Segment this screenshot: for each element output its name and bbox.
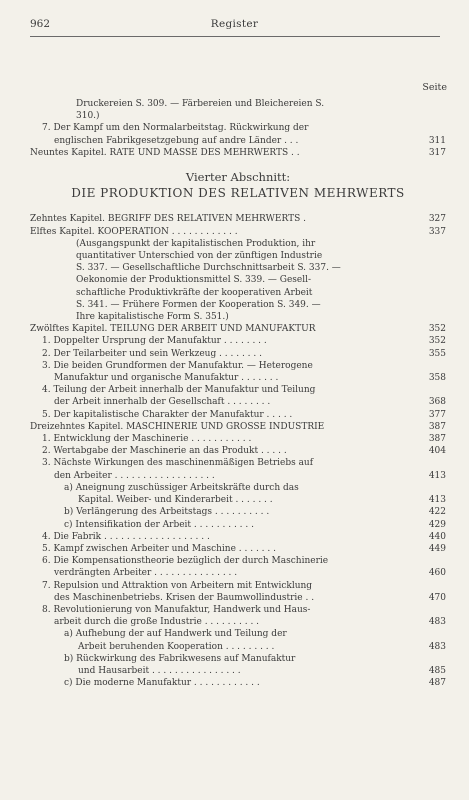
toc-entry-line: Kapital. Weiber- und Kinderarbeit . . . . . . . bbox=[78, 495, 273, 506]
toc-entry bbox=[30, 348, 446, 360]
toc-entry-line: 6. Die Kompensationstheorie bezüglich der durch Maschinerie bbox=[42, 556, 329, 567]
toc-entry bbox=[30, 433, 446, 445]
toc-entry-line: b) Rückwirkung des Fabrikwesens auf Manufaktur bbox=[64, 653, 296, 664]
toc-entry-line: c) Intensifikation der Arbeit . . . . . . . . . . . bbox=[64, 519, 254, 530]
toc-entry-line: 2. Der Teilarbeiter und sein Werkzeug . . . . . . . . bbox=[42, 348, 262, 359]
toc-entry bbox=[30, 445, 446, 457]
toc-page-number: 368 bbox=[428, 397, 446, 408]
toc-entry bbox=[30, 604, 446, 628]
toc-entry bbox=[30, 543, 446, 555]
toc-page-number: 483 bbox=[428, 617, 446, 628]
toc-entry bbox=[30, 653, 446, 677]
toc-entry bbox=[30, 457, 446, 481]
toc-entry-line: 4. Teilung der Arbeit innerhalb der Manufaktur und Teilung bbox=[42, 385, 316, 396]
toc-page-number: 413 bbox=[428, 470, 446, 481]
toc-entry-line: 3. Die beiden Grundformen der Manufaktur. — Heterogene bbox=[42, 360, 313, 371]
toc-entry-line: des Maschinenbetriebs. Krisen der Baumwollindustrie . . bbox=[54, 592, 315, 603]
toc-entry bbox=[30, 122, 446, 146]
toc-entry bbox=[30, 238, 446, 323]
toc-entry bbox=[30, 147, 446, 159]
seite-label: Seite bbox=[422, 82, 447, 93]
toc-page-number: 485 bbox=[428, 665, 446, 676]
toc-entry-line: den Arbeiter . . . . . . . . . . . . . . . . . . bbox=[54, 470, 215, 481]
toc-entry-line: 7. Der Kampf um den Normalarbeitstag. Rückwirkung der bbox=[42, 123, 309, 134]
toc-page-number: 429 bbox=[428, 519, 446, 530]
toc-page-number: 352 bbox=[428, 336, 446, 347]
toc-page-number: 317 bbox=[428, 147, 446, 158]
toc-entry-line: Zehntes Kapitel. BEGRIFF DES RELATIVEN MEHRWERTS . bbox=[30, 214, 306, 225]
toc-entry-line: der Arbeit innerhalb der Gesellschaft . . . . . . . . bbox=[54, 397, 271, 408]
toc-entry bbox=[30, 323, 446, 335]
toc-entry-line: schaftliche Produktivkräfte der kooperativen Arbeit bbox=[76, 287, 313, 298]
toc-entry-line: 2. Wertabgabe der Maschinerie an das Produkt . . . . . bbox=[42, 446, 287, 457]
toc-entry-line: 310.) bbox=[76, 111, 100, 122]
toc-page-number: 352 bbox=[428, 324, 446, 335]
section-heading: Vierter Abschnitt: bbox=[185, 170, 291, 185]
toc-page-number: 470 bbox=[428, 592, 446, 603]
toc-entry-line: 5. Kampf zwischen Arbeiter und Maschine . . . . . . . bbox=[42, 543, 276, 554]
toc-page-number: 327 bbox=[428, 214, 446, 225]
toc-entry-line: 3. Nächste Wirkungen des maschinenmäßigen Betriebs auf bbox=[42, 458, 314, 469]
toc-entry-line: quantitativer Unterschied von der zünftigen Industrie bbox=[76, 251, 323, 262]
toc-page-number: 387 bbox=[428, 421, 446, 432]
toc-page-number: 377 bbox=[428, 409, 446, 420]
toc-entry bbox=[30, 482, 446, 506]
toc-entry bbox=[30, 335, 446, 347]
toc-entry-line: b) Verlängerung des Arbeitstags . . . . . . . . . . bbox=[64, 507, 270, 518]
toc-entry bbox=[30, 421, 446, 433]
toc-page-number: 460 bbox=[428, 568, 446, 579]
toc-entry bbox=[30, 580, 446, 604]
toc-entry-line: (Ausgangspunkt der kapitalistischen Produktion, ihr bbox=[76, 238, 316, 249]
toc-entry-line: Zwölftes Kapitel. TEILUNG DER ARBEIT UND MANUFAKTUR bbox=[30, 324, 316, 335]
toc-page-number: 487 bbox=[428, 678, 446, 689]
toc-entry bbox=[30, 226, 446, 238]
toc-list-main bbox=[30, 213, 446, 689]
toc-entry-line: Druckereien S. 309. — Färbereien und Bleichereien S. bbox=[76, 99, 325, 109]
toc-page-number: 404 bbox=[428, 446, 446, 457]
toc-entry bbox=[30, 409, 446, 421]
toc-page-number: 413 bbox=[428, 495, 446, 506]
toc-entry-line: a) Aufhebung der auf Handwerk und Teilung der bbox=[64, 629, 287, 640]
toc-entry-line: 4. Die Fabrik . . . . . . . . . . . . . . . . . . . bbox=[42, 531, 210, 542]
toc-page-number: 358 bbox=[428, 373, 446, 384]
toc-entry-line: Arbeit beruhenden Kooperation . . . . . . . . . bbox=[78, 641, 275, 652]
toc-page-number: 440 bbox=[428, 531, 446, 542]
toc-entry-line: Manufaktur und organische Manufaktur . . . . . . . bbox=[54, 373, 279, 384]
toc-entry bbox=[30, 384, 446, 408]
toc-list-top bbox=[30, 98, 446, 159]
section-title: DIE PRODUKTION DES RELATIVEN MEHRWERTS bbox=[71, 186, 405, 201]
page-number: 962 bbox=[30, 18, 51, 30]
toc-entry-line: 1. Doppelter Ursprung der Manufaktur . . . . . . . . bbox=[42, 336, 267, 347]
toc-entry-line: 7. Repulsion und Attraktion von Arbeitern mit Entwicklung bbox=[42, 580, 313, 591]
toc-entry-line: verdrängten Arbeiter . . . . . . . . . . . . . . . bbox=[54, 568, 238, 579]
toc-entry bbox=[30, 531, 446, 543]
toc-page-number: 337 bbox=[428, 226, 446, 237]
header-rule bbox=[30, 36, 440, 37]
toc-entry bbox=[30, 506, 446, 518]
toc-entry-line: und Hausarbeit . . . . . . . . . . . . . . . . bbox=[78, 665, 241, 676]
toc-entry-line: c) Die moderne Manufaktur . . . . . . . . . . . . bbox=[64, 678, 260, 689]
toc-entry bbox=[30, 677, 446, 689]
toc-entry-line: Dreizehntes Kapitel. MASCHINERIE UND GROSSE INDUSTRIE bbox=[30, 421, 325, 432]
page-title: Register bbox=[210, 18, 259, 30]
toc-entry-line: a) Aneignung zuschüssiger Arbeitskräfte durch das bbox=[64, 482, 299, 493]
toc-entry bbox=[30, 360, 446, 384]
toc-entry-line: S. 341. — Frühere Formen der Kooperation S. 349. — bbox=[76, 299, 321, 310]
toc-page-number: 311 bbox=[428, 135, 446, 146]
toc-entry bbox=[30, 519, 446, 531]
running-header bbox=[0, 18, 469, 32]
toc-entry-line: 1. Entwicklung der Maschinerie . . . . . . . . . . . bbox=[42, 434, 252, 445]
toc-page-number: 422 bbox=[428, 507, 446, 518]
toc-entry bbox=[30, 213, 446, 225]
toc-entry-line: arbeit durch die große Industrie . . . . . . . . . . bbox=[54, 617, 260, 628]
toc-page-number: 355 bbox=[428, 348, 446, 359]
table-of-contents bbox=[30, 98, 446, 689]
toc-entry-line: Elftes Kapitel. KOOPERATION . . . . . . . . . . . . bbox=[30, 226, 238, 237]
toc-entry bbox=[30, 628, 446, 652]
toc-page-number: 387 bbox=[428, 434, 446, 445]
toc-entry-line: englischen Fabrikgesetzgebung auf andre Länder . . . bbox=[54, 135, 299, 146]
toc-entry-line: S. 337. — Gesellschaftliche Durchschnittsarbeit S. 337. — bbox=[76, 263, 341, 274]
toc-entry-line: 8. Revolutionierung von Manufaktur, Handwerk und Haus- bbox=[42, 604, 311, 615]
toc-page-number: 483 bbox=[428, 641, 446, 652]
toc-entry-line: Neuntes Kapitel. RATE UND MASSE DES MEHRWERTS . . bbox=[30, 147, 300, 158]
toc-entry-line: Oekonomie der Produktionsmittel S. 339. — Gesell- bbox=[76, 275, 312, 286]
toc-entry bbox=[30, 555, 446, 579]
toc-entry bbox=[30, 98, 446, 122]
toc-entry-line: 5. Der kapitalistische Charakter der Manufaktur . . . . . bbox=[42, 409, 293, 420]
toc-entry-line: Ihre kapitalistische Form S. 351.) bbox=[76, 312, 229, 323]
toc-page-number: 449 bbox=[428, 543, 446, 554]
